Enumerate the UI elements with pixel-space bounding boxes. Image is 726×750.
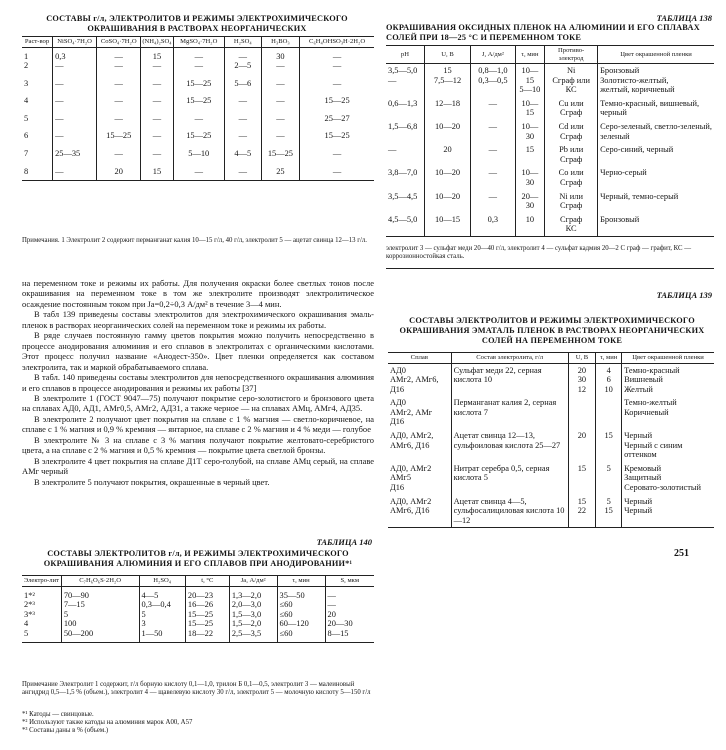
t138-cell: 10 <box>515 213 545 237</box>
t138-cell: 10—30 <box>515 120 545 143</box>
paragraph: на переменном токе и режимы их работы. Для получения окраски более светлых тонов после окрашивания на переменном токе в том же электролите производят электролитическое осаждение постоянным током при Jа=0,2÷0,3 А/дм² в течение 3—4 мин. <box>22 278 374 309</box>
divider <box>386 268 714 269</box>
table-row <box>22 145 374 163</box>
t137-header-cell: H₂SO₄ <box>224 37 261 48</box>
t138-cell: 10—15 <box>424 213 470 237</box>
footnote: *¹ Катоды — свинцовые. <box>22 711 94 718</box>
t137-cell: 7 <box>22 145 53 163</box>
t137-cell: — <box>97 145 141 163</box>
t139-cell: 15 22 <box>568 495 596 528</box>
t137-cell: — <box>53 163 97 181</box>
t138-cell: Cu или Сграф <box>545 97 598 120</box>
t140-cell: 35—50 ≤60 ≤60 60—120 ≤60 <box>277 586 325 643</box>
table-140 <box>22 575 374 643</box>
t137-cell: — <box>53 110 97 128</box>
t137-cell: 0,3 — <box>53 47 97 75</box>
t139-cell <box>596 396 622 429</box>
t138-cell: Черно-серый <box>598 166 714 189</box>
t137-cell: — <box>173 110 224 128</box>
t139-cell: АД0, АМг2 АМг6, Д16 <box>388 495 451 528</box>
table-row <box>388 396 714 429</box>
t138-cell: Сd или Сграф <box>545 120 598 143</box>
t139-cell: АД0, АМг2, АМг6, Д16 <box>388 429 451 462</box>
table-row <box>22 92 374 110</box>
t139-header-cell: Состав электролита, г/л <box>451 353 568 364</box>
t139-cell: Кремовый Защитный Серовато-золотистый <box>622 462 714 495</box>
t139-header-cell: Сплав <box>388 353 451 364</box>
table-140-note: Примечание Электролит 1 содержит, г/л борную кислоту 0,1—1,0, трилон Б 0,1—0,5, электролит 3 — малеиновый ангидрид 0,5—1,5 % (объем.), электролит 4 — щавелевую кислоту 30 г/л, электролит 5 — молочную кислоту 5—150 г/л <box>22 681 371 697</box>
table-row <box>386 190 714 213</box>
table-138-note: электролит 3 — сульфат меди 20—40 г/л, электролит 4 — сульфат кадмия 20—2 С граф — графит, КС — коррозионностойкая сталь. <box>386 245 692 261</box>
footnote: *³ Составы даны в % (объем.) <box>22 727 109 735</box>
t137-cell: — — <box>173 47 224 75</box>
t137-cell: — <box>141 110 173 128</box>
table-138-title: ОКРАШИВАНИЯ ОКСИДНЫХ ПЛЕНОК НА АЛЮМИНИИ И ЕГО СПЛАВАХ СОЛЕЙ ПРИ 18—25 °С И ПЕРЕМЕННОМ ТОКЕ <box>386 23 700 42</box>
t137-cell: — <box>224 110 261 128</box>
body-text <box>22 278 374 487</box>
t140-header-cell: t, °C <box>185 576 229 587</box>
t139-cell: Ацетат свинца 4—5, сульфосалициловая кислота 10—12 <box>451 495 568 528</box>
t138-header-cell: J, А/дм² <box>471 46 515 64</box>
table-row <box>22 75 374 93</box>
t138-cell: — <box>471 166 515 189</box>
t137-cell: — <box>141 145 173 163</box>
t137-cell: 5—10 <box>173 145 224 163</box>
paragraph: В электролите 1 (ГОСТ 9047—75) получают покрытие серо-золотистого и бронзового цвета на сплавах АД0, АД1, АМг0,5, АМг2, АД31, а также черное — на сплавах АМц, АМг4, АД35. <box>22 392 374 414</box>
t137-cell: 25—27 <box>300 110 374 128</box>
table-139-title: СОСТАВЫ ЭЛЕКТРОЛИТОВ И РЕЖИМЫ ЭЛЕКТРОХИМИЧЕСКОГО ОКРАШИВАНИЯ ЭМАТАЛЬ ПЛЕНОК В РАСТВОРАХ НЕОРГАНИЧЕСКИХ СОЛЕЙ НА ПЕРЕМЕННОМ ТОКЕ <box>399 316 705 345</box>
t138-cell: Сграф КС <box>545 213 598 237</box>
t138-cell: 1,5—6,8 <box>386 120 424 143</box>
table-row <box>386 120 714 143</box>
t140-header-cell: S, мкм <box>325 576 374 587</box>
t138-cell: 10—20 <box>424 190 470 213</box>
t138-cell: 3,8—7,0 <box>386 166 424 189</box>
t138-cell: 0,8—1,0 0,3—0,5 <box>471 64 515 97</box>
t137-cell: 15—25 <box>261 145 300 163</box>
t139-cell: 4 6 10 <box>596 363 622 396</box>
table-139-number: ТАБЛИЦА 139 <box>656 290 712 300</box>
t137-cell: — <box>141 75 173 93</box>
t137-cell: — <box>173 163 224 181</box>
paragraph: В табл. 140 приведены составы электролитов для непосредственного окрашивания алюминия и его сплавов в процессе анодирования и режимы их работы [37] <box>22 372 374 393</box>
t137-cell: 15—25 <box>173 75 224 93</box>
t137-cell: 5—6 <box>224 75 261 93</box>
t138-cell: Серо-зеленый, светло-зеленый, зеленый <box>598 120 714 143</box>
t137-cell: — <box>261 92 300 110</box>
t138-header-cell: U, В <box>424 46 470 64</box>
t137-cell: 15—25 <box>300 92 374 110</box>
t138-cell: Серо-синий, черный <box>598 143 714 166</box>
t139-cell: 15 <box>596 429 622 462</box>
t137-cell: — <box>300 145 374 163</box>
table-row <box>386 166 714 189</box>
table-row <box>388 495 714 528</box>
t139-header-cell: U, В <box>568 353 596 364</box>
t139-cell: Темно-красный Вишневый Желтый <box>622 363 714 396</box>
t137-cell: — <box>53 127 97 145</box>
t137-cell: — <box>261 75 300 93</box>
t137-cell: — 2—5 <box>224 47 261 75</box>
t140-header-cell: C₇H₆O₆S·2H₂O <box>61 576 139 587</box>
t137-cell: 5 <box>22 110 53 128</box>
t140-header-cell: Электро-лит <box>22 576 61 587</box>
t137-cell: 15 <box>141 163 173 181</box>
table-row <box>386 143 714 166</box>
table-row <box>386 64 714 97</box>
t137-cell: 15—25 <box>300 127 374 145</box>
t137-cell: — <box>261 110 300 128</box>
footnote: *² Используют также катоды на алюминия марок А00, А57 <box>22 719 193 727</box>
t138-cell: Темно-красный, вишневый, черный <box>598 97 714 120</box>
table-row <box>22 110 374 128</box>
t139-cell: АД0 АМг2, АМг Д16 <box>388 396 451 429</box>
t137-cell: — <box>261 127 300 145</box>
t140-cell: — — 20 20—30 8—15 <box>325 586 374 643</box>
t139-cell: Ацетат свинца 12—13, сульфоиловая кислота 25—27 <box>451 429 568 462</box>
t138-cell: 3,5—4,5 <box>386 190 424 213</box>
table-140-footnotes <box>22 711 374 736</box>
t138-header-cell: Цвет окрашенной пленки <box>598 46 714 64</box>
t139-cell: Перманганат калия 2, серная кислота 7 <box>451 396 568 429</box>
t139-header-cell: Цвет окрашенной пленки <box>622 353 714 364</box>
paragraph: В ряде случаев постоянную гамму цветов покрытия можно получить непосредственно в процессе анодирования алюминия и его сплавов в электролитах с органическими кислотами. Этот процесс получил название «Анодест-350». Цвет пленки определяется как составом электролита, так и маркой обрабатываемого сплава. <box>22 330 374 372</box>
t137-cell: — <box>300 163 374 181</box>
t139-cell: АД0, АМг2 АМг5 Д16 <box>388 462 451 495</box>
t140-header-cell: H₂SO₄ <box>139 576 185 587</box>
t137-cell: — <box>53 75 97 93</box>
table-row <box>22 47 374 75</box>
t138-cell: 10—15 <box>515 97 545 120</box>
table-row <box>388 462 714 495</box>
t137-cell: 6 <box>22 127 53 145</box>
table-140-title: СОСТАВЫ ЭЛЕКТРОЛИТОВ г/л, И РЕЖИМЫ ЭЛЕКТРОХИМИЧЕСКОГО ОКРАШИВАНИЯ АЛЮМИНИЯ И ЕГО СПЛАВОВ ПРИ АНОДИРОВАНИИ*¹ <box>43 549 353 568</box>
t137-header-cell: Раст-вор <box>22 37 53 48</box>
t139-cell: 15 <box>568 462 596 495</box>
t137-cell: 20 <box>97 163 141 181</box>
t138-cell: 0,6—1,3 <box>386 97 424 120</box>
t139-cell: 5 15 <box>596 495 622 528</box>
t138-cell: Со или Сграф <box>545 166 598 189</box>
t138-header-cell: pH <box>386 46 424 64</box>
t138-cell: 12—18 <box>424 97 470 120</box>
table-139 <box>388 352 714 528</box>
t137-cell: 15—25 <box>173 92 224 110</box>
table-row <box>22 163 374 181</box>
table-row <box>388 363 714 396</box>
t137-header-cell: MgSO₄·7H₂O <box>173 37 224 48</box>
t138-cell: Бронзовый <box>598 213 714 237</box>
t138-cell: 10—30 <box>515 166 545 189</box>
t137-cell: 15—25 <box>97 127 141 145</box>
table-138-number: ТАБЛИЦА 138 <box>656 13 712 23</box>
t137-cell: 1 2 <box>22 47 53 75</box>
t140-cell: 70—90 7—15 5 100 50—200 <box>61 586 139 643</box>
t137-header-cell: H₃BO₃ <box>261 37 300 48</box>
t138-cell: Черный, темно-серый <box>598 190 714 213</box>
t137-cell: — <box>300 75 374 93</box>
t138-cell: 4,5—5,0 <box>386 213 424 237</box>
page-number: 251 <box>674 548 689 559</box>
t138-cell: 20—30 <box>515 190 545 213</box>
t137-header-cell: C₆H₄OHSO₃H·2H₂O <box>300 37 374 48</box>
table-row <box>388 429 714 462</box>
t138-cell: 10—20 <box>424 166 470 189</box>
t139-cell: Сульфат меди 22, серная кислота 10 <box>451 363 568 396</box>
t138-cell: 20 <box>424 143 470 166</box>
table-140-number: ТАБЛИЦА 140 <box>316 537 372 547</box>
t140-cell: 20—23 16—26 15—25 15—25 18—22 <box>185 586 229 643</box>
t138-cell: — <box>471 97 515 120</box>
t138-cell: Бронзовый Золотисто-желтый, желтый, коричневый <box>598 64 714 97</box>
t140-cell: 4—5 0,3—0,4 5 3 1—50 <box>139 586 185 643</box>
paragraph: В электролите 4 цвет покрытия на сплаве Д1Т серо-голубой, на сплаве АМц серый, на сплаве АМг черный <box>22 455 374 477</box>
table-row <box>386 97 714 120</box>
t137-cell: — <box>97 110 141 128</box>
t138-cell: 15 <box>515 143 545 166</box>
t137-header-cell: CoSO₄·7H₂O <box>97 37 141 48</box>
table-137-title: СОСТАВЫ г/л, ЭЛЕКТРОЛИТОВ И РЕЖИМЫ ЭЛЕКТРОХИМИЧЕСКОГО ОКРАШИВАНИЯ В РАСТВОРАХ НЕОРГАНИЧЕСКИХ <box>46 14 348 33</box>
t138-cell: 0,3 <box>471 213 515 237</box>
t138-cell: 15 7,5—12 <box>424 64 470 97</box>
table-row <box>22 586 374 643</box>
paragraph: В электролите № 3 на сплаве с 3 % магния получают покрытие желтовато-серебристого цвета, а на сплаве с 2 % магния и 0,5 % кремния — покрытие цвета светлой бронзы. <box>22 434 374 456</box>
t140-header-cell: Jа, А/дм² <box>229 576 277 587</box>
t140-cell: 1,3—2,0 2,0—3,0 1,5—3,0 1,5—2,0 2,5—3,5 <box>229 586 277 643</box>
t138-cell: Ni Сграф или КС <box>545 64 598 97</box>
t137-cell: — <box>141 127 173 145</box>
t140-header-cell: τ, мин <box>277 576 325 587</box>
table-row <box>22 127 374 145</box>
t137-header-cell: NiSO₄·7H₂O <box>53 37 97 48</box>
table-row <box>386 213 714 237</box>
t137-cell: — <box>224 127 261 145</box>
t138-cell: 10—15 5—10 <box>515 64 545 97</box>
t137-cell: — <box>224 92 261 110</box>
table-137-note: Примечания. 1 Электролит 2 содержит перманганат калия 10—15 г/л, 40 г/л, электролит 5 — ацетат свинца 12—13 г/л. <box>22 237 367 244</box>
t138-cell: Ni или Сграф <box>545 190 598 213</box>
paragraph: В электролите 2 получают цвет покрытия на сплаве с 1 % магния — светло-коричневое, на сплаве с 1 % магния и 0,9 % кремния — янтарное, на сплаве с 2 % магния и 4 % меди — голубое <box>22 413 374 435</box>
t137-cell: — <box>141 92 173 110</box>
t137-cell: 3 <box>22 75 53 93</box>
t137-header-cell: (NH₄)₂SO₄ <box>142 38 172 45</box>
paragraph: В электролите 5 получают покрытия, окрашенные в черный цвет. <box>34 476 270 487</box>
t137-cell: 4—5 <box>224 145 261 163</box>
t139-cell <box>568 396 596 429</box>
t137-cell: 4 <box>22 92 53 110</box>
t138-cell: 10—20 <box>424 120 470 143</box>
t139-cell: Черный Черный с синим оттенком <box>622 429 714 462</box>
t139-cell: 5 <box>596 462 622 495</box>
t137-cell: 15 — <box>141 47 173 75</box>
t137-cell: — — <box>97 47 141 75</box>
t137-cell: 15—25 <box>173 127 224 145</box>
t139-cell: АД0 АМг2, АМг6, Д16 <box>388 363 451 396</box>
t139-cell: Нитрат серебра 0,5, серная кислота 5 <box>451 462 568 495</box>
t138-cell: Pb или Сграф <box>545 143 598 166</box>
t139-cell: 20 <box>568 429 596 462</box>
t138-cell: 3,5—5,0 — <box>386 64 424 97</box>
t138-cell: — <box>471 190 515 213</box>
t139-cell: Темно-желтый Коричневый <box>622 396 714 429</box>
table-138 <box>386 45 714 237</box>
t137-cell: 25—35 <box>53 145 97 163</box>
t138-cell: — <box>471 143 515 166</box>
t137-cell: — <box>97 75 141 93</box>
t139-header-cell: τ, мин <box>596 353 622 364</box>
t138-header-cell: Противо-электрод <box>545 46 598 64</box>
t137-cell: — <box>53 92 97 110</box>
t137-cell: — <box>97 92 141 110</box>
t137-cell: — — <box>300 47 374 75</box>
t138-cell: — <box>386 143 424 166</box>
t138-cell: — <box>471 120 515 143</box>
t137-cell: 8 <box>22 163 53 181</box>
t139-cell: Черный Черный <box>622 495 714 528</box>
paragraph: В табл 139 приведены составы электролитов для электрохимического окрашивания эмаль-пленок в растворах неорганических солей на переменном токе и режимы их работы. <box>22 309 374 330</box>
t137-cell: 25 <box>261 163 300 181</box>
t137-cell: — <box>224 163 261 181</box>
t139-cell: 20 30 12 <box>568 363 596 396</box>
table-137 <box>22 36 374 181</box>
t137-cell: 30 — <box>261 47 300 75</box>
t140-cell: 1*² 2*³ 3*³ 4 5 <box>22 586 61 643</box>
t138-header-cell: τ, мин <box>515 46 545 64</box>
